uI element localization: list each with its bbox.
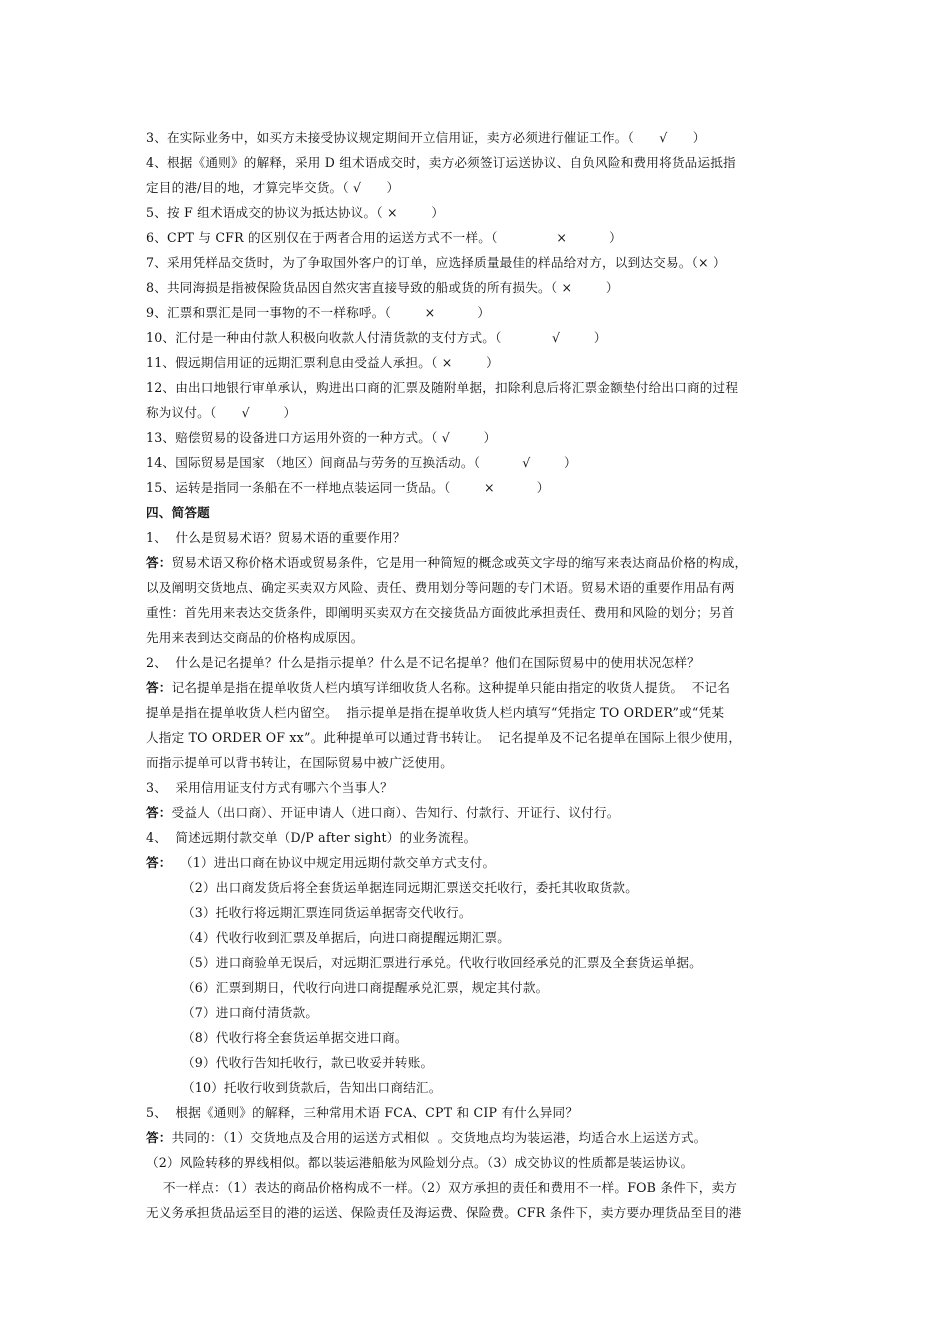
text-line: [182, 903, 472, 923]
line-text: 8、共同海损是指被保险货品因自然灾害直接导致的船或货的所有损失。（ × ）: [146, 280, 619, 295]
line-text: 先用来表到达交商品的价格构成原因。: [146, 630, 364, 645]
line-text: 6、CPT 与 CFR 的区别仅在于两者合用的运送方式不一样。（ × ）: [146, 230, 622, 245]
text-line: [146, 803, 620, 823]
text-line: [146, 428, 496, 448]
line-text: 重性：首先用来表达交货条件，即阐明买卖双方在交接货品方面彼此承担责任、费用和风险的划分；另首: [146, 605, 735, 620]
line-text: 5、按 F 组术语成交的协议为抵达协议。（ × ）: [146, 205, 445, 220]
text-line: [146, 703, 724, 723]
text-line: [146, 653, 700, 673]
text-line: [182, 1028, 408, 1048]
line-text: 4、根据《通则》的解释，采用 D 组术语成交时，卖方必须签订运送协议、自负风险和费用将货品运抵指: [146, 155, 736, 170]
text-line: [146, 528, 406, 548]
text-line: [146, 828, 476, 848]
text-line: [146, 403, 296, 423]
line-text: （1）进出口商在协议中规定用远期付款交单方式支付。: [171, 855, 496, 870]
text-line: [146, 203, 444, 223]
line-text: 提单是指在提单收货人栏内留空。 指示提单是指在提单收货人栏内填写“凭指定 TO ORDER”或“凭某: [146, 705, 725, 720]
text-line: [146, 128, 706, 148]
text-line: [146, 1153, 693, 1173]
line-text: （4）代收行收到汇票及单据后，向进口商提醒远期汇票。: [182, 930, 511, 945]
line-text: 2、 什么是记名提单？什么是指示提单？什么是不记名提单？他们在国际贸易中的使用状况怎样？: [146, 655, 700, 670]
text-line: [182, 953, 702, 973]
line-text: 四、简答题: [146, 505, 210, 520]
line-text: 14、国际贸易是国家 （地区）间商品与劳务的互换活动。（ √ ）: [146, 455, 577, 470]
line-text: 7、采用凭样品交货时，为了争取国外客户的订单，应选择质量最佳的样品给对方，以到达交易。（× ）: [146, 255, 726, 270]
line-text: （8）代收行将全套货运单据交进口商。: [182, 1030, 408, 1045]
text-line: [146, 1178, 737, 1198]
text-line: [146, 253, 726, 273]
text-line: [146, 378, 738, 398]
line-text: 9、汇票和票汇是同一事物的不一样称呼。（ × ）: [146, 305, 491, 320]
text-line: [146, 353, 499, 373]
line-text: 11、假远期信用证的远期汇票利息由受益人承担。（ × ）: [146, 355, 499, 370]
line-text: 15、运转是指同一条船在不一样地点装运同一货品。（ × ）: [146, 480, 550, 495]
line-text: （10）托收行收到货款后，告知出口商结汇。: [182, 1080, 442, 1095]
text-line: [182, 928, 510, 948]
answer-label: 答：: [146, 1130, 172, 1145]
line-text: （2）风险转移的界线相似。都以装运港船舷为风险划分点。（3）成交协议的性质都是装运协议。: [146, 1155, 694, 1170]
text-line: [146, 478, 550, 498]
answer-label: 答：: [146, 680, 172, 695]
line-text: （7）进口商付清货款。: [182, 1005, 319, 1020]
line-text: 而指示提单可以背书转让，在国际贸易中被广泛使用。: [146, 755, 454, 770]
line-text: 无义务承担货品运至目的港的运送、保险责任及海运费、保险费。CFR 条件下，卖方要办理货品至目的港: [146, 1205, 742, 1220]
line-text: 人指定 TO ORDER OF xx”。此种提单可以通过背书转让。 记名提单及不记名提单在国际上很少使用，: [146, 730, 742, 745]
text-line: [182, 1053, 433, 1073]
line-text: （5）进口商验单无误后，对远期汇票进行承兑。代收行收回经承兑的汇票及全套货运单据。: [182, 955, 702, 970]
text-line: [182, 878, 638, 898]
text-line: [146, 728, 741, 748]
line-text: 1、 什么是贸易术语？贸易术语的重要作用？: [146, 530, 406, 545]
line-text: （3）托收行将远期汇票连同货运单据寄交代收行。: [182, 905, 472, 920]
text-line: [146, 853, 495, 873]
answer-label: 答：: [146, 855, 172, 870]
text-line: [146, 328, 607, 348]
text-line: [146, 278, 619, 298]
text-line: [146, 153, 736, 173]
text-line: [146, 778, 393, 798]
line-text: （2）出口商发货后将全套货运单据连同远期汇票送交托收行，委托其收取货款。: [182, 880, 638, 895]
line-text: （6）汇票到期日，代收行向进口商提醒承兑汇票，规定其付款。: [182, 980, 549, 995]
text-line: [146, 503, 210, 523]
text-line: [146, 1103, 578, 1123]
text-line: [146, 303, 490, 323]
text-line: [146, 228, 622, 248]
text-line: [146, 1203, 742, 1223]
line-text: 13、赔偿贸易的设备进口方运用外资的一种方式。（ √ ）: [146, 430, 497, 445]
text-line: [146, 678, 730, 698]
line-text: 3、在实际业务中，如买方未接受协议规定期间开立信用证，卖方必须进行催证工作。（ √ ）: [146, 130, 706, 145]
text-line: [146, 628, 364, 648]
line-text: 3、 采用信用证支付方式有哪六个当事人？: [146, 780, 393, 795]
text-line: [182, 1003, 318, 1023]
text-line: [146, 178, 399, 198]
line-text: 12、由出口地银行审单承认，购进出口商的汇票及随附单据，扣除利息后将汇票金额垫付给出口商的过程: [146, 380, 739, 395]
line-text: 定目的港/目的地，才算完毕交货。（ √ ）: [146, 180, 400, 195]
line-text: 4、 简述远期付款交单（D/P after sight）的业务流程。: [146, 830, 477, 845]
line-text: 受益人（出口商）、开证申请人（进口商）、告知行、付款行、开证行、议付行。: [171, 805, 620, 820]
text-line: [146, 603, 735, 623]
line-text: 以及阐明交货地点、确定买卖双方风险、责任、费用划分等问题的专门术语。贸易术语的重要作用品有两: [146, 580, 735, 595]
text-line: [146, 578, 735, 598]
line-text: 不一样点：（1）表达的商品价格构成不一样。（2）双方承担的责任和费用不一样。FOB 条件下，卖方: [146, 1180, 738, 1195]
text-line: [146, 553, 747, 573]
text-line: [182, 1078, 442, 1098]
answer-label: 答：: [146, 805, 172, 820]
line-text: 记名提单是指在提单收货人栏内填写详细收货人名称。这种提单只能由指定的收货人提货。 不记名: [171, 680, 731, 695]
text-line: [146, 453, 577, 473]
line-text: （9）代收行告知托收行，款已收妥并转账。: [182, 1055, 434, 1070]
line-text: 5、 根据《通则》的解释，三种常用术语 FCA、CPT 和 CIP 有什么异同？: [146, 1105, 579, 1120]
text-line: [146, 1128, 706, 1148]
line-text: 称为议付。（ √ ）: [146, 405, 297, 420]
text-line: [146, 753, 453, 773]
text-line: [182, 978, 548, 998]
line-text: 10、汇付是一种由付款人积极向收款人付清货款的支付方式。（ √ ）: [146, 330, 607, 345]
answer-label: 答：: [146, 555, 172, 570]
line-text: 贸易术语又称价格术语或贸易条件，它是用一种简短的概念或英文字母的缩写来表达商品价格的构成，: [171, 555, 748, 570]
line-text: 共同的：（1）交货地点及合用的运送方式相似 。交货地点均为装运港，均适合水上运送方式。: [171, 1130, 707, 1145]
